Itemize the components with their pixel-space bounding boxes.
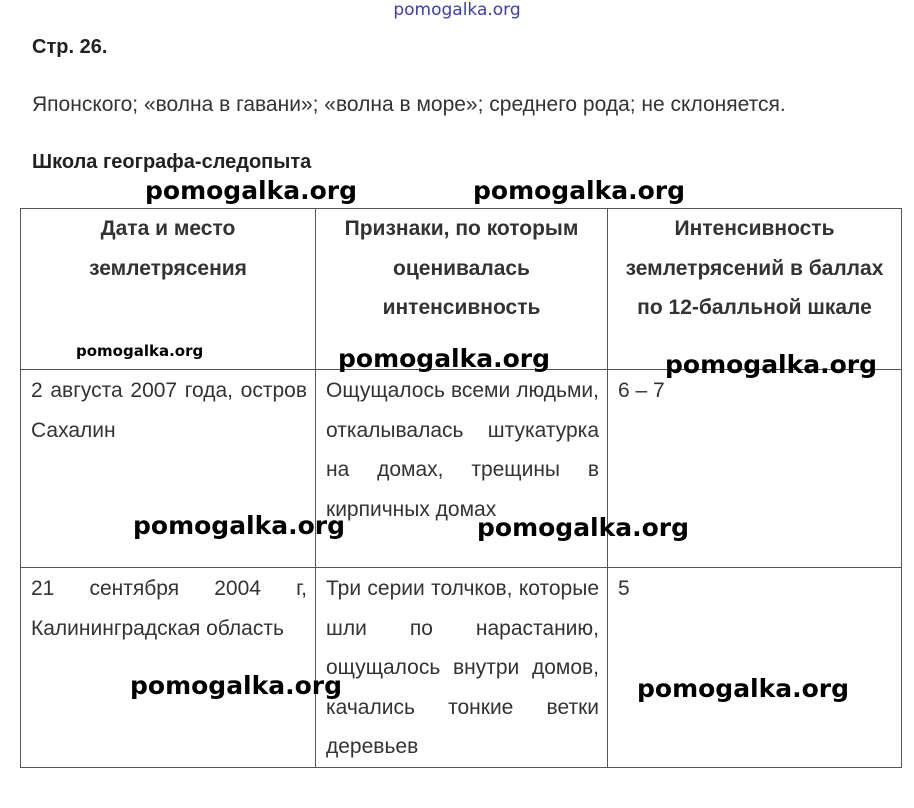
cell-signs: Ощущалось всеми людьми, откалывалась штукатурка на домах, трещины в кирпичных домах [316,370,608,568]
watermark: pomogalka.org [473,176,686,205]
top-watermark: pomogalka.org [393,0,521,20]
watermark: pomogalka.org [338,344,551,373]
header-date-place: Дата и место землетрясения [21,209,316,370]
watermark: pomogalka.org [76,342,204,360]
header-signs: Признаки, по которым оценивалась интенсивность [316,209,608,370]
watermark: pomogalka.org [130,671,343,700]
cell-date-place: 21 сентября 2004 г, Калининградская область [21,568,316,768]
page-number: Стр. 26. [32,36,108,58]
cell-signs: Три серии толчков, которые шли по нарастанию, ощущалось внутри домов, качались тонкие ветки деревьев [316,568,608,768]
section-title: Школа географа-следопыта [32,151,312,173]
watermark: pomogalka.org [133,511,346,540]
cell-intensity: 6 – 7 [608,370,902,568]
watermark: pomogalka.org [477,513,690,542]
watermark: pomogalka.org [145,176,358,205]
cell-date-place: 2 августа 2007 года, остров Сахалин [21,370,316,568]
answer-text: Японского; «волна в гавани»; «волна в море»; среднего рода; не склоняется. [32,93,786,116]
watermark: pomogalka.org [637,674,850,703]
header-intensity: Интенсивность землетрясений в баллах по 12-балльной шкале [608,209,902,370]
table-row [21,568,902,768]
watermark: pomogalka.org [665,350,878,379]
cell-intensity: 5 [608,568,902,768]
